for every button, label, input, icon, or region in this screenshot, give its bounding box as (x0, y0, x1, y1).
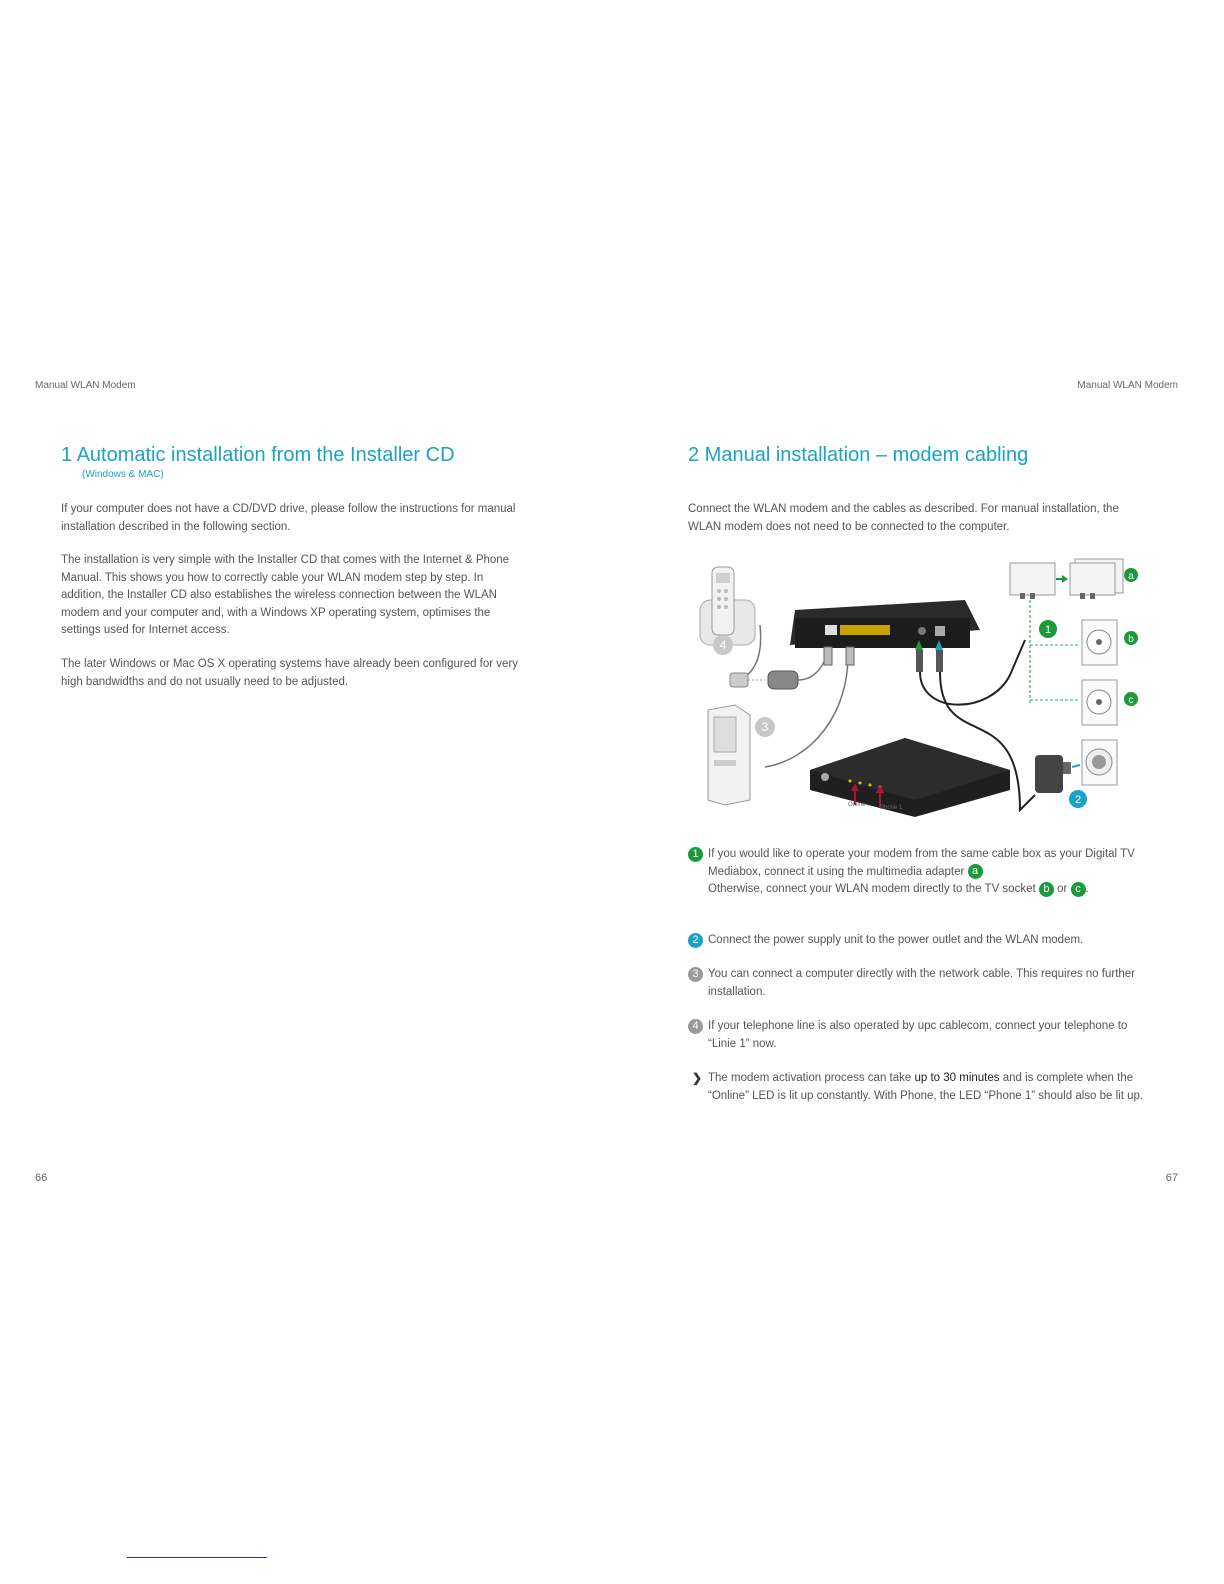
telephone-illustration (700, 567, 755, 645)
step-1-badge-a: a (968, 864, 983, 879)
note-highlight: up to 30 minutes (914, 1072, 1000, 1084)
step-1-badge-c: c (1071, 882, 1086, 897)
left-page-subtitle: (Windows & MAC) (82, 469, 164, 480)
step-1-number: 1 (688, 847, 703, 862)
tv-socket-c-illustration (1082, 680, 1117, 725)
computer-tower-illustration (708, 705, 750, 805)
step-4 (688, 1018, 1158, 1053)
running-header-left: Manual WLAN Modem (35, 380, 136, 391)
step-2-text: Connect the power supply unit to the power outlet and the WLAN modem. (708, 934, 1084, 946)
marker-c-label: c (1128, 695, 1134, 706)
marker-4-label: 4 (719, 638, 727, 652)
marker-1-label: 1 (1044, 624, 1052, 636)
step-4-number: 4 (688, 1019, 703, 1034)
left-paragraph-1: If your computer does not have a CD/DVD drive, please follow the instructions for manual installation described in the following section. (61, 503, 516, 533)
power-supply-unit-illustration (1035, 755, 1071, 793)
step-1-badge-b: b (1039, 882, 1054, 897)
right-page-title: 2 Manual installation – modem cabling (688, 444, 1029, 466)
step-1-text-2: Otherwise, connect your WLAN modem directly to the TV socket (708, 883, 1036, 896)
step-3-text: You can connect a computer directly with the network cable. This requires no further installation. (708, 968, 1136, 998)
step-2 (688, 932, 1158, 950)
step-2-number: 2 (688, 933, 703, 948)
footer-link-underline (127, 1557, 267, 1558)
marker-a-label: a (1128, 571, 1134, 582)
tv-socket-b-illustration (1082, 620, 1117, 665)
step-1-end: . (1085, 883, 1089, 896)
left-page-title: 1 Automatic installation from the Installer CD (61, 444, 455, 466)
marker-3-label: 3 (761, 720, 769, 734)
modem-front-illustration (810, 738, 1010, 817)
page-number-left: 66 (35, 1172, 48, 1184)
step-3 (688, 966, 1158, 1001)
note-text-1: The modem activation process can take (708, 1072, 912, 1084)
left-paragraph-2: The installation is very simple with the Installer CD that comes with the Internet & Phone Manual. This shows you how to correctly cable your WLAN modem step by step. In addition, the Installer CD also establishes the wireless connection between the WLAN modem and your computer and, with a Windows XP operating system, optimises the settings used for Internet access. (61, 554, 510, 637)
note-text-2: and is complete when the “Online” LED is lit up constantly. With Phone, the LED “Phone 1” should also be lit up. (708, 1072, 1144, 1102)
marker-2-label: 2 (1074, 794, 1082, 806)
step-3-number: 3 (688, 967, 703, 982)
running-header-right: Manual WLAN Modem (1077, 380, 1178, 391)
modem-cabling-diagram (690, 555, 1160, 825)
power-outlet-illustration (1082, 740, 1117, 785)
left-paragraph-3: The later Windows or Mac OS X operating systems have already been configured for very high bandwidths and do not usually need to be adjusted. (61, 658, 519, 688)
step-1-or: or (1057, 883, 1068, 896)
label-phone1: Phone 1 (880, 805, 903, 811)
chevron-right-icon: ❯ (692, 1071, 703, 1085)
modem-rear-illustration (790, 600, 980, 648)
label-online: Online (848, 802, 866, 808)
step-1 (688, 846, 1158, 899)
marker-b-label: b (1128, 634, 1134, 645)
page-number-right: 67 (1165, 1172, 1178, 1184)
right-intro: Connect the WLAN modem and the cables as described. For manual installation, the WLAN modem does not need to be connected to the computer. (688, 503, 1119, 533)
step-4-text: If your telephone line is also operated by upc cablecom, connect your telephone to “Linie 1” now. (708, 1020, 1128, 1050)
step-1-text-1: If you would like to operate your modem from the same cable box as your Digital TV Mediabox, connect it using the multimedia adapter (708, 848, 1135, 878)
activation-note (692, 1070, 1162, 1105)
